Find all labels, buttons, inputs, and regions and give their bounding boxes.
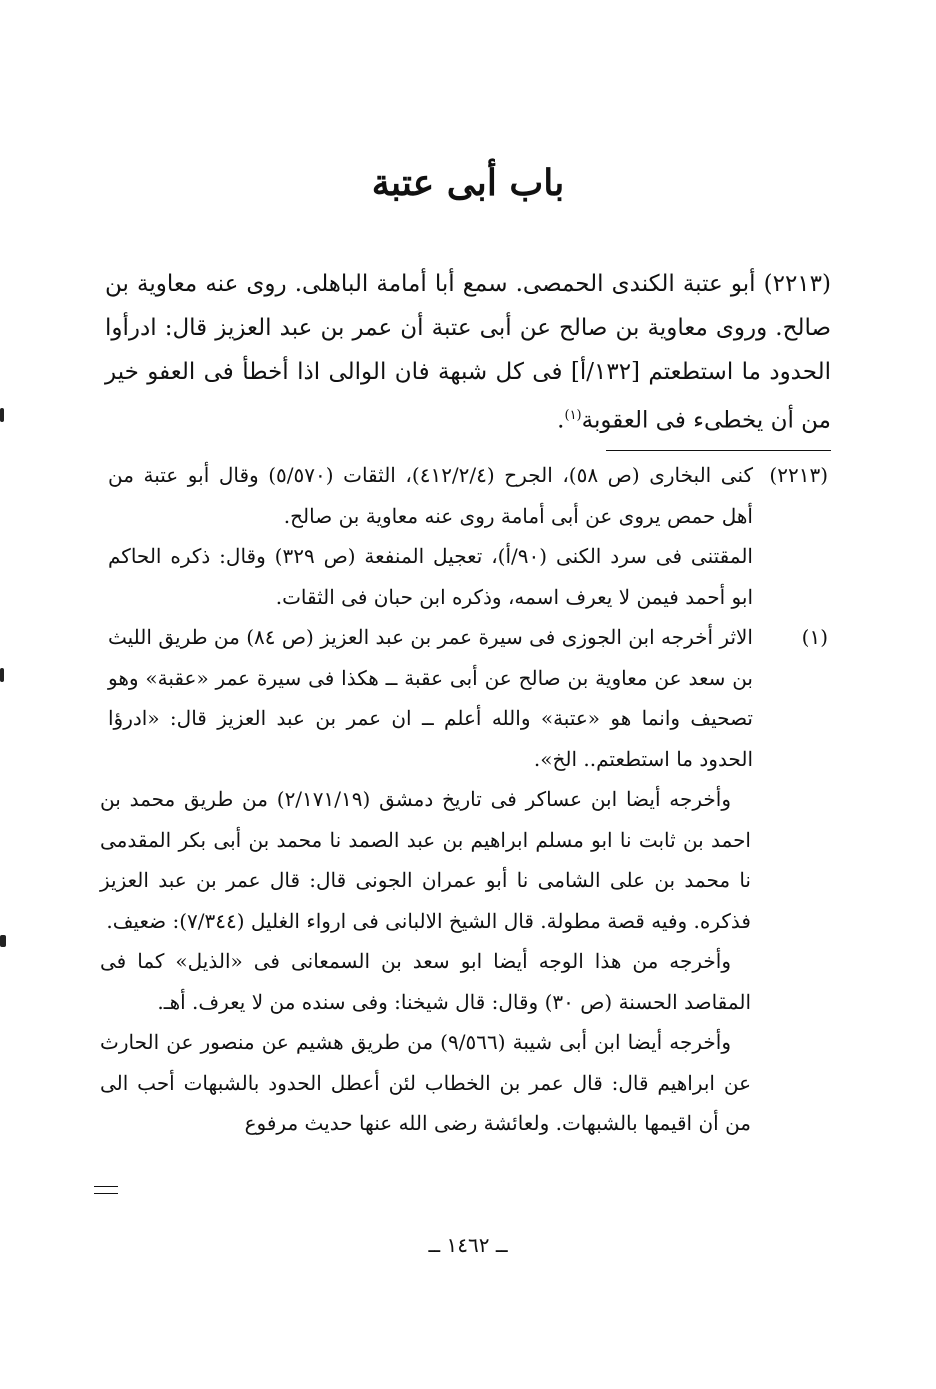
- footnote-body: [100, 455, 753, 617]
- footnote-paragraph: وأخرجه أيضا ابن أبى شيبة (٩/٥٦٦) من طريق هشيم عن منصور عن الحارث عن ابراهيم قال: قال عمر بن الخطاب لئن أعطل الحدود بالشبهات أحب الى من أن اقيمها بالشبهات. ولعائشة رضى الله عنها حديث مرفوع: [100, 1030, 751, 1135]
- footnote: [100, 617, 836, 779]
- footnote-number: (١): [801, 625, 828, 649]
- footnote-reference[interactable]: (١): [564, 408, 582, 423]
- entry-text: (٢٢١٣) أبو عتبة الكندى الحمصى. سمع أبا أمامة الباهلى. روى عنه معاوية بن صالح. وروى معاوية بن صالح عن أبى عتبة أن عمر بن عبد العزيز قال: ادرأوا الحدود ما استطعتم [١٣٢/أ] فى كل شبهة فان الوالى اذا أخطأ فى العفو خير من أن يخطىء فى العقوبة: [105, 271, 832, 434]
- footnote-separator: [606, 450, 831, 451]
- scan-edge-mark: [0, 408, 4, 422]
- chapter-title: باب أبى عتبة: [371, 162, 565, 204]
- entry-paragraph: [105, 262, 831, 443]
- footnote: [100, 455, 836, 617]
- footnote-paragraph: كنى البخارى (ص ٥٨)، الجرح (٤١٢/٢/٤)، الثقات (٥/٥٧٠) وقال أبو عتبة من أهل حمص يروى عن أبى أمامة روى عنه معاوية بن صالح.: [108, 463, 754, 528]
- scan-edge-mark: [0, 935, 6, 947]
- footnote-paragraph: وأخرجه من هذا الوجه أيضا ابو سعد بن السمعانى فى «الذيل» كما فى المقاصد الحسنة (ص ٣٠) وقال: قال شيخنا: وفى سنده من لا يعرف. أهـ.: [100, 949, 751, 1014]
- footnote-body: [100, 617, 753, 779]
- footnote-paragraph: وأخرجه أيضا ابن عساكر فى تاريخ دمشق (٢/١٧١/١٩) من طريق محمد بن احمد بن ثابت نا ابو مسلم ابراهيم بن عبد الصمد نا محمد بن أبى بكر المقدمى نا محمد بن على الشامى نا أبو عمران الجونى قال: قال عمر بن عبد العزيز فذكره. وفيه قصة مطولة. قال الشيخ الالبانى فى ارواء الغليل (٧/٣٤٤): ضعيف.: [100, 787, 751, 933]
- footnotes-section: [100, 455, 836, 1144]
- footnote-paragraph: الاثر أخرجه ابن الجوزى فى سيرة عمر بن عبد العزيز (ص ٨٤) من طريق الليث بن سعد عن معاوية بن صالح عن أبى عقبة ــ هكذا فى سيرة عمر «عقبة» وهو تصحيف وانما هو «عتبة» والله أعلم ــ ان عمر بن عبد العزيز قال: «ادرؤا الحدود ما استطعتم.. الخ».: [108, 625, 753, 771]
- footnote-paragraph: المقتنى فى سرد الكنى (٩٠/أ)، تعجيل المنفعة (ص ٣٢٩) وقال: ذكره الحاكم ابو أحمد فيمن لا يعرف اسمه، وذكره ابن حبان فى الثقات.: [108, 544, 753, 609]
- scan-edge-mark: [0, 668, 4, 682]
- page-number: ــ ١٤٦٢ ــ: [428, 1233, 508, 1257]
- main-entry: [105, 262, 831, 443]
- entry-end: .: [557, 407, 565, 434]
- footnote-continuation: [100, 779, 836, 1144]
- continuation-mark: [94, 1186, 118, 1194]
- footnote-number: (٢٢١٣): [769, 463, 828, 487]
